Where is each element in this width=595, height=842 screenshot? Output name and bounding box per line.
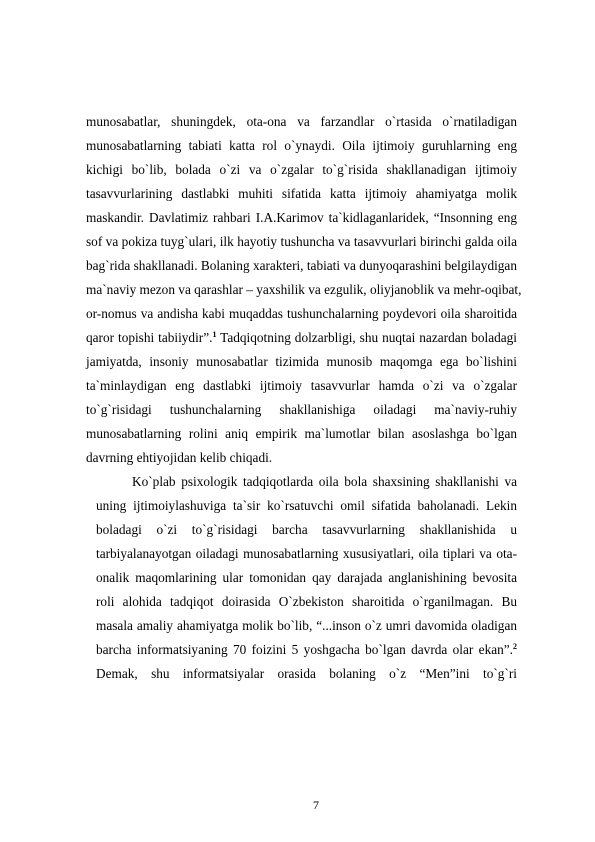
text-line: davrning ehtiyojidan kelib chiqadi.	[86, 450, 273, 465]
text-line: onalik maqomlarining ular tomonidan qay darajada anglanishining bevosita	[96, 570, 517, 585]
text-segment: Tadqiqotning dolzarbligi, shu nuqtai nazardan boladagi	[216, 330, 517, 345]
text-line: kichigi bo`lib, bolada o`zi va o`zgalar to`g`risida shakllanadigan ijtimoiy	[86, 162, 517, 177]
text-line: munosabatlarning rolini aniq empirik ma`lumotlar bilan asoslashga bo`lgan	[86, 426, 517, 441]
text-line: roli alohida tadqiqot doirasida O`zbekiston sharoitida o`rganilmagan. Bu	[96, 594, 517, 609]
text-line: ma`naviy mezon va qarashlar – yaxshilik va ezgulik, oliyjanoblik va mehr-oqibat,	[86, 282, 522, 297]
text-line: or-nomus va andisha kabi muqaddas tushunchalarning poydevori oila sharoitida	[86, 306, 517, 321]
text-line: boladagi o`zi to`g`risidagi barcha tasavvurlarning shakllanishida u	[96, 522, 517, 537]
text-line: jamiyatda, insoniy munosabatlar tizimida munosib maqomga ega bo`lishini	[86, 354, 517, 369]
text-line-with-footnote	[86, 330, 517, 346]
text-segment: qaror topishi tabiiydir”.	[86, 330, 213, 345]
text-line: tarbiyalanayotgan oiladagi munosabatlarning xususiyatlari, oila tiplari va ota-	[96, 546, 517, 561]
text-line: bag`rida shakllanadi. Bolaning xarakteri, tabiati va dunyoqarashini belgilaydigan	[86, 258, 517, 273]
page-number: 7	[313, 798, 319, 812]
footnote-reference[interactable]: 2	[513, 642, 517, 651]
text-line: masala amaliy ahamiyatga molik bo`lib, “...inson o`z umri davomida oladigan	[96, 618, 517, 633]
text-line-with-footnote	[96, 642, 517, 658]
text-segment: barcha informatsiyaning 70 foizini 5 yoshgacha bo`lgan davrda olar ekan”.	[96, 642, 513, 657]
text-line: to`g`risidagi tushunchalarning shakllanishiga oiladagi ma`naviy-ruhiy	[86, 402, 517, 417]
paragraph-first-line: Ko`plab psixologik tadqiqotlarda oila bola shaxsining shakllanishi va	[132, 474, 517, 489]
text-line: munosabatlarning tabiati katta rol o`ynaydi. Oila ijtimoiy guruhlarning eng	[86, 138, 517, 153]
text-line: uning ijtimoiylashuviga ta`sir ko`rsatuvchi omil sifatida baholanadi. Lekin	[96, 498, 517, 513]
text-line: tasavvurlarining dastlabki muhiti sifatida katta ijtimoiy ahamiyatga molik	[86, 186, 517, 201]
text-line: munosabatlar, shuningdek, ota-ona va farzandlar o`rtasida o`rnatiladigan	[86, 114, 517, 129]
text-line: Demak, shu informatsiyalar orasida bolaning o`z “Men”ini to`g`ri	[96, 666, 517, 681]
text-line: maskandir. Davlatimiz rahbari I.A.Karimov ta`kidlaganlaridek, “Insonning eng	[86, 210, 517, 225]
footnote-reference[interactable]: 1	[212, 330, 217, 339]
text-line: sof va pokiza tuyg`ulari, ilk hayotiy tushuncha va tasavvurlari birinchi galda oila	[86, 234, 517, 249]
text-line: ta`minlaydigan eng dastlabki ijtimoiy tasavvurlar hamda o`zi va o`zgalar	[86, 378, 517, 393]
